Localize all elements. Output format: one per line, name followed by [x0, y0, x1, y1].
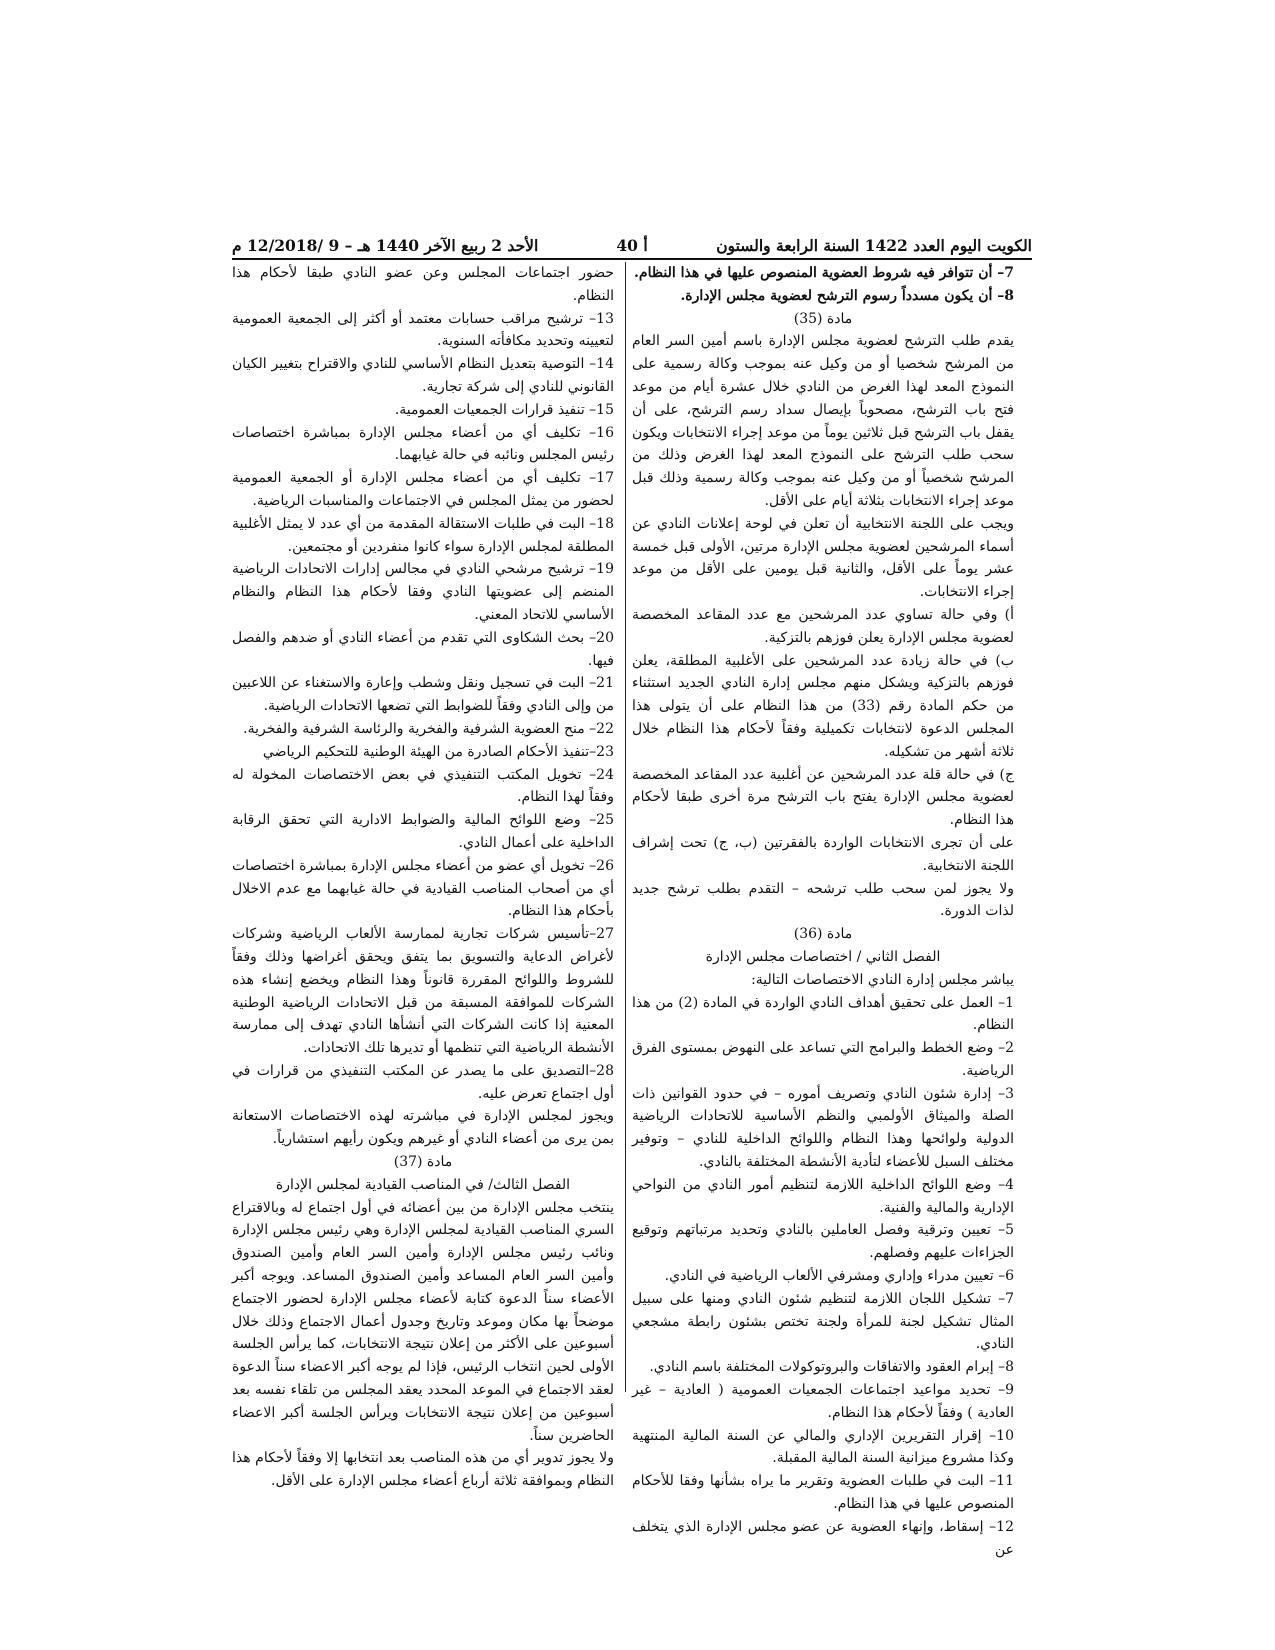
- paragraph: 7– أن تتوافر فيه شروط العضوية المنصوص عليها في هذا النظام.: [634, 265, 1014, 281]
- list-item: 11– البت في طلبات العضوية وتقرير ما يراه بشأنها وفقا للأحكام المنصوص عليها في هذا النظام.: [632, 1473, 1014, 1513]
- paragraph: على أن تجرى الانتخابات الواردة بالفقرتين (ب، ج) تحت إشراف اللجنة الانتخابية.: [632, 834, 1014, 874]
- list-item: 14– التوصية بتعديل النظام الأساسي للنادي والاقتراح بتغيير الكيان القانوني للنادي إلى شركة تجارية.: [232, 356, 614, 395]
- article-heading-36: مادة (36): [793, 926, 853, 943]
- list-item: 21– البت في تسجيل ونقل وشطب وإعارة والاستغناء عن اللاعبين من وإلى النادي وفقاً للضوابط التي تضعها الاتحادات الرياضية.: [232, 675, 614, 715]
- list-item: 7– تشكيل اللجان اللازمة لتنظيم شئون النادي ومنها على سبيل المثال تشكيل لجنة للمرأة ولجنة تختص بشئون رابطة مشجعي النادي.: [632, 1290, 1014, 1353]
- list-item: 13– ترشيح مراقب حسابات معتمد أو أكثر إلى الجمعية العمومية لتعيينه وتحديد مكافأته السنوية.: [232, 310, 614, 350]
- paragraph: يقدم طلب الترشح لعضوية مجلس الإدارة باسم أمين السر العام من المرشح شخصيا أو من وكيل عنه بموجب وكالة رسمية على النموذج المعد لهذا الغرض من النادي خلال عشرة أيام من موعد فتح باب الترشح، مصحوباً بإيصال سداد رسم الترشح، على أن يقفل باب الترشح قبل ثلاثين يوماً من موعد إجراء الانتخابات ويكون سحب طلب الترشح على النموذج المعد لهذا الغرض وذلك من المرشح شخصياً أو من وكيل عنه بموجب وكالة رسمية وذلك قبل موعد إجراء الانتخابات بثلاثة أيام على الأقل.: [632, 333, 1014, 509]
- paragraph: ويجب على اللجنة الانتخابية أن تعلن في لوحة إعلانات النادي عن أسماء المرشحين لعضوية مجلس الإدارة مرتين، الأولى قبل خمسة عشر يوماً على الأقل، والثانية قبل يومين على الأقل من موعد إجراء الانتخابات.: [632, 515, 1014, 601]
- paragraph: ولا يجوز لمن سحب طلب ترشحه – التقدم بطلب ترشح جديد لذات الدورة.: [632, 880, 1014, 920]
- article-heading-35: مادة (35): [793, 310, 853, 327]
- list-item: 24– تخويل المكتب التنفيذي في بعض الاختصاصات المخولة له وفقاً لهذا النظام.: [232, 766, 614, 806]
- page-header: [232, 236, 1032, 260]
- paragraph: ب) في حالة زيادة عدد المرشحين على الأغلبية المطلقة، يعلن فوزهم بالتزكية ويشكل منهم مجلس إدارة النادي الجديد استثناء من حكم المادة رقم (33) من هذا النظام على أن يتولى هذا المجلس الدعوة لانتخابات تكميلية وفقاً لأحكام هذا النظام خلال ثلاثة أشهر من تشكيله.: [632, 652, 1014, 760]
- list-item: 2– وضع الخطط والبرامج التي تساعد على النهوض بمستوى الفرق الرياضية.: [632, 1040, 1014, 1079]
- article-heading-37: مادة (37): [393, 1154, 453, 1171]
- list-item: 23–تنفيذ الأحكام الصادرة من الهيئة الوطنية للتحكيم الرياضي: [262, 743, 614, 760]
- left-column: [232, 262, 614, 1490]
- list-item: 16– تكليف أي من أعضاء مجلس الإدارة بمباشرة اختصاصات رئيس المجلس ونائبه في حالة غيابهما.: [232, 424, 614, 464]
- paragraph: حضور اجتماعات المجلس وعن عضو النادي طبقا لأحكام هذا النظام.: [232, 265, 614, 304]
- list-item: 19– ترشيح مرشحي النادي في مجالس إدارات الاتحادات الرياضية المنضم إلى عضويتها النادي وفقا لأحكام هذا النظام والنظام الأساسي للاتحاد المعني.: [232, 561, 614, 623]
- list-item: 5– تعيين وترقية وفصل العاملين بالنادي وتحديد مرتباتهم وتوقيع الجزاءات عليهم وفصلهم.: [632, 1222, 1014, 1262]
- paragraph: أ) وفي حالة تساوي عدد المرشحين مع عدد المقاعد المخصصة لعضوية مجلس الإدارة يعلن فوزهم بالتزكية.: [632, 606, 1014, 646]
- list-item: 20– بحث الشكاوى التي تقدم من أعضاء النادي أو ضدهم والفصل فيها.: [232, 629, 614, 669]
- list-item: 18– البت في طلبات الاستقالة المقدمة من أي عدد لا يمثل الأغلبية المطلقة لمجلس الإدارة سواء كانوا منفردين أو مجتمعين.: [232, 515, 614, 555]
- paragraph: يباشر مجلس إدارة النادي الاختصاصات التالية:: [751, 971, 1014, 988]
- list-item: 28–التصديق على ما يصدر عن المكتب التنفيذي من قرارات في أول اجتماع تعرض عليه.: [232, 1062, 614, 1102]
- list-item: 15– تنفيذ قرارات الجمعيات العمومية.: [394, 401, 614, 418]
- chapter-heading-3: الفصل الثالث/ في المناصب القيادية لمجلس الإدارة: [275, 1176, 571, 1193]
- list-item: 26– تخويل أي عضو من أعضاء مجلس الإدارة بمباشرة اختصاصات أي من أصحاب المناصب القيادية في حالة غيابهما مع عدم الاخلال بأحكام هذا النظام.: [232, 857, 614, 920]
- column-divider: [625, 262, 626, 1392]
- list-item: 25– وضع اللوائح المالية والضوابط الادارية التي تحقق الرقابة الداخلية على أعمال النادي.: [232, 812, 614, 851]
- paragraph: ينتخب مجلس الإدارة من بين أعضائه في أول اجتماع له وبالاقتراع السري المناصب القيادية لمجلس الإدارة وهي رئيس مجلس الإدارة ونائب رئيس مجلس الإدارة وأمين السر العام وأمين الصندوق وأمين السر العام المساعد وأمين الصندوق المساعد. ويوجه أكبر الأعضاء سناً الدعوة كتابة لأعضاء مجلس الإدارة لحضور الاجتماع موضحاً بها مكان وموعد وتاريخ وجدول أعمال الاجتماع وذلك خلال أسبوعين على الأكثر من إعلان نتيجة الانتخابات، كما يرأس الجلسة الأولى لحين انتخاب الرئيس، فإذا لم يوجه أكبر الاعضاء سناً الدعوة لعقد الاجتماع في الموعد المحدد يعقد المجلس من تلقاء نفسه بعد أسبوعين من إعلان نتيجة الانتخابات ويرأس الجلسة أكبر الاعضاء الحاضرين سناً.: [232, 1199, 614, 1444]
- paragraph: ج) في حالة قلة عدد المرشحين عن أغلبية عدد المقاعد المخصصة لعضوية مجلس الإدارة يفتح باب الترشح مرة أخرى طبقا لأحكام هذا النظام.: [632, 766, 1014, 829]
- list-item: 27–تأسيس شركات تجارية لممارسة الألعاب الرياضية وشركات لأغراض الدعاية والتسويق بما يتفق ويحقق أغراضها وذلك وفقاً للشروط واللوائح المقررة قانوناً وهذا النظام ويخضع إنشاء هذه الشركات للموافقة المسبقة من قبل الاتحادات الرياضية الوطنية المعنية إذا كانت الشركات التي أنشأها النادي تهدف إلى ممارسة الأنشطة الرياضية التي تنظمها أو تديرها تلك الاتحادات.: [232, 926, 614, 1057]
- list-item: 9– تحديد مواعيد اجتماعات الجمعيات العمومية ( العادية – غير العادية ) وفقاً لأحكام هذا النظام.: [632, 1382, 1014, 1421]
- list-item: 6– تعيين مدراء وإداري ومشرفي الألعاب الرياضية في النادي.: [664, 1268, 1014, 1285]
- paragraph: ويجوز لمجلس الإدارة في مباشرته لهذه الاختصاصات الاستعانة بمن يرى من أعضاء النادي أو غيرهم ويكون رأيهم استشارياً.: [232, 1108, 614, 1148]
- paragraph: 8– أن يكون مسدداً رسوم الترشح لعضوية مجلس الإدارة.: [680, 287, 1014, 304]
- header-page-number: أ 40: [616, 236, 648, 255]
- list-item: 22– منح العضوية الشرفية والفخرية والرئاسة الشرفية والفخرية.: [243, 720, 614, 737]
- header-date: الأحد 2 ربيع الآخر 1440 هـ – 9 /12/2018 م: [232, 236, 539, 255]
- header-issue: الكويت اليوم العدد 1422 السنة الرابعة والستون: [716, 236, 1032, 255]
- list-item: 8– إبرام العقود والاتفاقات والبروتوكولات المختلفة باسم النادي.: [649, 1359, 1014, 1376]
- list-item: 17– تكليف أي من أعضاء مجلس الإدارة أو الجمعية العمومية لحضور من يمثل المجلس في الاجتماعات والمناسبات الرياضية.: [232, 470, 614, 509]
- chapter-heading-2: الفصل الثاني / اختصاصات مجلس الإدارة: [705, 948, 941, 965]
- list-item: 4– وضع اللوائح الداخلية اللازمة لتنظيم أمور النادي من النواحي الإدارية والمالية والفنية.: [632, 1176, 1014, 1216]
- list-item: 12– إسقاط، وإنهاء العضوية عن عضو مجلس الإدارة الذي يتخلف عن: [632, 1518, 1014, 1558]
- list-item: 10– إقرار التقريرين الإداري والمالي عن السنة المالية المنتهية وكذا مشروع ميزانية السنة المالية المقبلة.: [632, 1427, 1014, 1467]
- right-column: [632, 262, 1015, 1558]
- paragraph: ولا يجوز تدوير أي من هذه المناصب بعد انتخابها إلا وفقاً لأحكام هذا النظام وبموافقة ثلاثة أرباع أعضاء مجلس الإدارة على الأقل.: [232, 1450, 614, 1490]
- list-item: 3– إدارة شئون النادي وتصريف أموره – في حدود القوانين ذات الصلة والميثاق الأولمبي والنظم الأساسية للاتحادات الرياضية الدولية ولوائحها وهذا النظام واللوائح الداخلية للنادي – وتوفير مختلف السبل للأعضاء لتأدية الأنشطة المختلفة بالنادي.: [632, 1085, 1014, 1171]
- list-item: 1– العمل على تحقيق أهداف النادي الواردة في المادة (2) من هذا النظام.: [632, 994, 1015, 1034]
